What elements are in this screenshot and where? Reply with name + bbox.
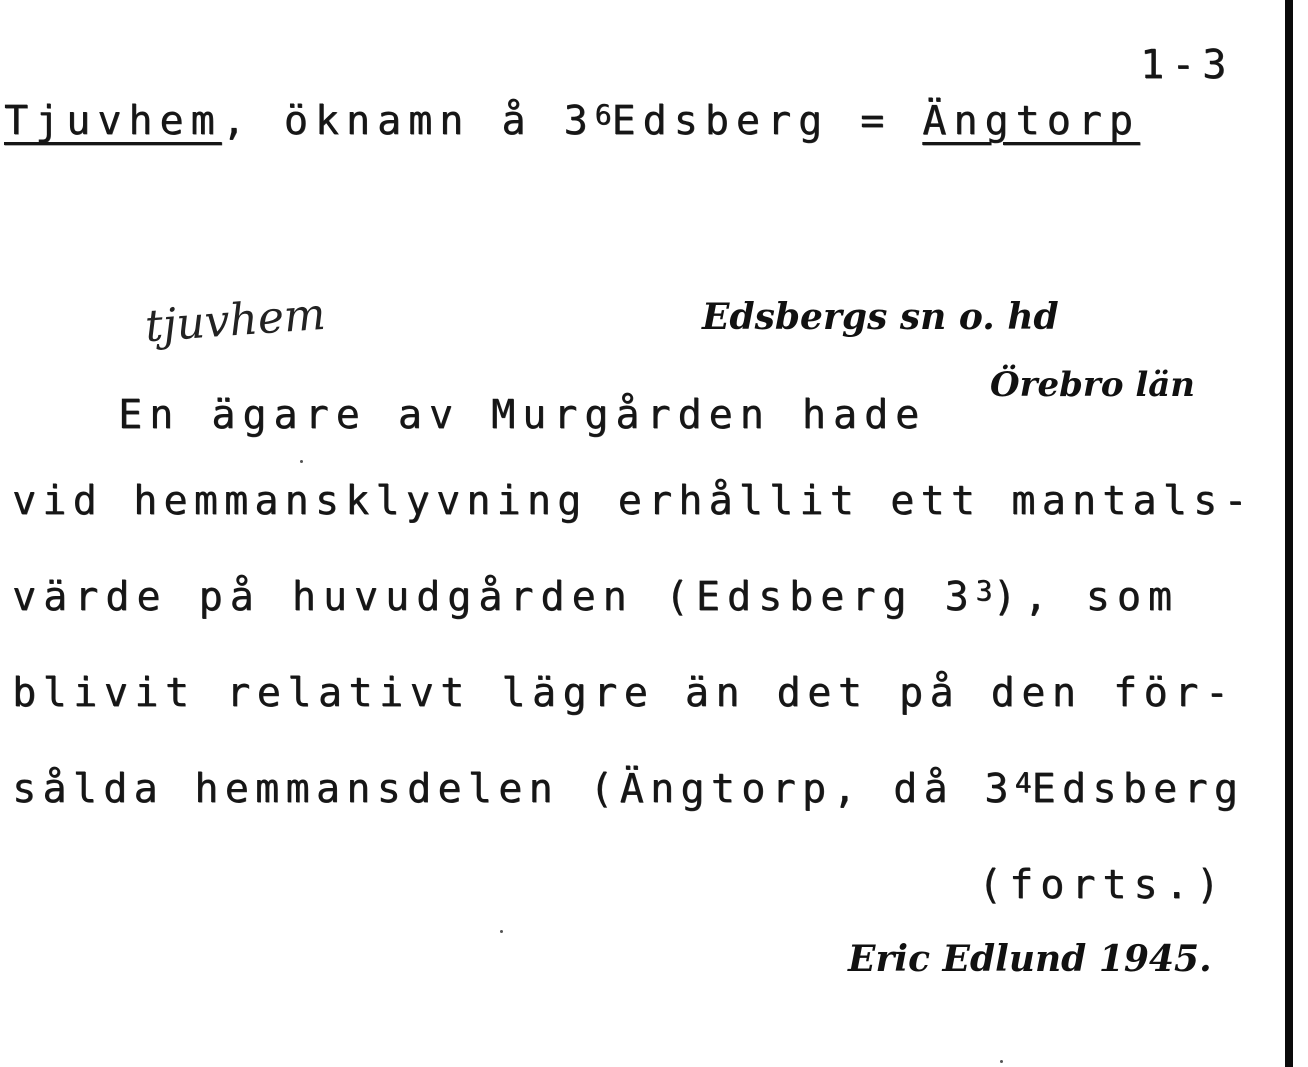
paper-speck	[500, 930, 503, 933]
continuation-note: (forts.)	[978, 862, 1227, 908]
headword: Tjuvhem	[4, 98, 222, 144]
signature-stamp: Eric Edlund 1945.	[848, 938, 1212, 980]
body-line-4: blivit relativt lägre än det på den för-	[12, 670, 1236, 716]
paper-speck	[300, 460, 303, 463]
body-line-3	[12, 574, 1179, 620]
body-line-5-sup: 4	[1014, 766, 1032, 799]
title-sup: 6	[594, 98, 612, 131]
cross-reference: Ängtorp	[922, 98, 1140, 144]
parish-stamp: Edsbergs sn o. hd	[702, 296, 1059, 338]
body-line-5	[12, 766, 1244, 812]
card-edge-line	[1285, 0, 1293, 1067]
title-sep: ,	[221, 98, 253, 144]
handwritten-pronunciation: tjuvhem	[143, 288, 328, 353]
title-line	[4, 98, 1140, 144]
body-line-2: vid hemmansklyvning erhållit ett mantals-	[12, 478, 1254, 524]
body-line-5-text: sålda hemmansdelen (Ängtorp, då 3	[12, 766, 1015, 812]
body-line-5-end: Edsberg	[1031, 766, 1245, 812]
paper-speck	[1000, 1060, 1003, 1063]
title-text-2: Edsberg =	[611, 98, 892, 144]
card-number: 1-3	[1140, 42, 1234, 88]
county-stamp: Örebro län	[990, 365, 1196, 405]
body-line-3-end: ), som	[992, 574, 1179, 620]
body-line-3-text: värde på huvudgården (Edsberg 3	[12, 574, 976, 620]
body-line-3-sup: 3	[975, 574, 993, 607]
body-line-1: En ägare av Murgården hade	[118, 392, 927, 438]
title-text-1: öknamn å 3	[283, 98, 595, 144]
